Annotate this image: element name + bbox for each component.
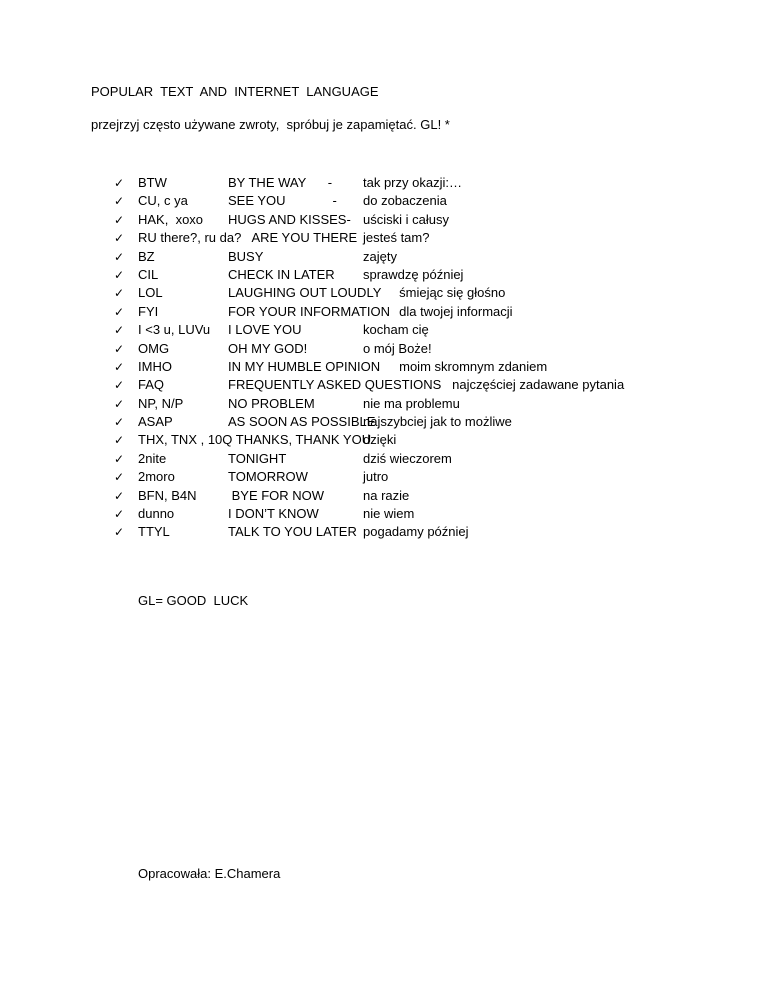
english-meaning-text: LAUGHING OUT LOUDLY [228, 285, 382, 301]
english-meaning-text: BYE FOR NOW [228, 487, 325, 503]
footnote-text: GL= GOOD LUCK [138, 593, 249, 608]
abbreviation-text: CIL [138, 266, 159, 282]
abbreviation-text: IMHO [138, 358, 172, 374]
checkmark-icon: ✓ [114, 378, 125, 393]
checkmark-icon: ✓ [114, 286, 125, 301]
polish-translation-text: sprawdzę później [363, 266, 464, 282]
checkmark-icon: ✓ [114, 433, 125, 448]
english-meaning-text: AS SOON AS POSSIBLE [228, 414, 376, 430]
checkmark-icon: ✓ [114, 507, 125, 522]
polish-translation-text: dziś wieczorem [363, 450, 452, 466]
instruction-text: przejrzyj często używane zwroty, spróbuj je zapamiętać. GL! * [91, 117, 450, 132]
polish-translation-text: kocham cię [363, 322, 429, 338]
english-meaning-text: SEE YOU - [228, 193, 337, 209]
checkmark-icon: ✓ [114, 231, 125, 246]
abbreviation-text: TTYL [138, 524, 170, 540]
checkmark-icon: ✓ [114, 267, 125, 282]
polish-translation-text: jesteś tam? [363, 230, 430, 246]
abbreviation-text: FYI [138, 303, 159, 319]
polish-translation-text: o mój Boże! [363, 340, 432, 356]
polish-translation-text: na razie [363, 487, 410, 503]
abbreviation-text: BFN, B4N [138, 487, 197, 503]
checkmark-icon: ✓ [114, 194, 125, 209]
polish-translation-text: zajęty [363, 248, 397, 264]
abbreviation-text: ASAP [138, 414, 173, 430]
polish-translation-text: pogadamy później [363, 524, 469, 540]
abbreviation-text: 2moro [138, 469, 175, 485]
abbreviation-text: FAQ [138, 377, 165, 393]
checkmark-icon: ✓ [114, 359, 125, 374]
abbreviation-text: BZ [138, 248, 155, 264]
polish-translation-text: najszybciej jak to możliwe [363, 414, 512, 430]
abbreviation-text: HAK, xoxo [138, 211, 204, 227]
english-meaning-text: FREQUENTLY ASKED QUESTIONS najczęściej zadawane pytania [228, 377, 625, 393]
abbreviation-text: dunno [138, 506, 175, 522]
author-credit: Opracowała: E.Chamera [138, 866, 281, 881]
abbreviation-text: I <3 u, LUVu [138, 322, 211, 338]
abbreviation-text: CU, c ya [138, 193, 188, 209]
english-meaning-text: I DON’T KNOW [228, 506, 319, 522]
polish-translation-text: dzięki [363, 432, 397, 448]
english-meaning-text: IN MY HUMBLE OPINION [228, 358, 381, 374]
polish-translation-text: do zobaczenia [363, 193, 447, 209]
polish-translation-text: jutro [363, 469, 389, 485]
english-meaning-text: BY THE WAY - [228, 175, 333, 190]
checkmark-icon: ✓ [114, 341, 125, 356]
checkmark-icon: ✓ [114, 525, 125, 540]
abbreviation-text: RU there?, ru da? ARE YOU THERE [138, 230, 358, 246]
checkmark-icon: ✓ [114, 488, 125, 503]
checkmark-icon: ✓ [114, 470, 125, 485]
english-meaning-text: CHECK IN LATER [228, 266, 335, 282]
checkmark-icon: ✓ [114, 176, 125, 190]
polish-translation-text: nie wiem [363, 506, 415, 522]
polish-translation-text: moim skromnym zdaniem [363, 358, 548, 374]
checkmark-icon: ✓ [114, 396, 125, 411]
english-meaning-text: NO PROBLEM [228, 395, 315, 411]
checkmark-icon: ✓ [114, 451, 125, 466]
polish-translation-text: dla twojej informacji [363, 303, 513, 319]
abbreviation-text: 2nite [138, 450, 167, 466]
polish-translation-text: uściski i całusy [363, 211, 449, 227]
english-meaning-text: TOMORROW [228, 469, 308, 485]
abbreviation-text: NP, N/P [138, 395, 184, 411]
english-meaning-text: BUSY [228, 248, 264, 264]
polish-translation-text: tak przy okazji:… [363, 175, 462, 190]
english-meaning-text: TONIGHT [228, 450, 287, 466]
polish-translation-text: śmiejąc się głośno [363, 285, 506, 301]
abbreviation-text: LOL [138, 285, 163, 301]
polish-translation-text: nie ma problemu [363, 395, 460, 411]
checkmark-icon: ✓ [114, 415, 125, 430]
abbreviation-text: THX, TNX , 10Q THANKS, THANK YOU [138, 432, 372, 448]
checkmark-icon: ✓ [114, 212, 125, 227]
english-meaning-text: FOR YOUR INFORMATION [228, 303, 391, 319]
checkmark-icon: ✓ [114, 323, 125, 338]
abbreviation-text: OMG [138, 340, 170, 356]
english-meaning-text: OH MY GOD! [228, 340, 308, 356]
abbreviation-text: BTW [138, 175, 167, 190]
english-meaning-text: TALK TO YOU LATER [228, 524, 357, 540]
page-title: POPULAR TEXT AND INTERNET LANGUAGE [91, 84, 379, 99]
checkmark-icon: ✓ [114, 304, 125, 319]
english-meaning-text: I LOVE YOU [228, 322, 302, 338]
english-meaning-text: HUGS AND KISSES- [228, 211, 351, 227]
checkmark-icon: ✓ [114, 249, 125, 264]
